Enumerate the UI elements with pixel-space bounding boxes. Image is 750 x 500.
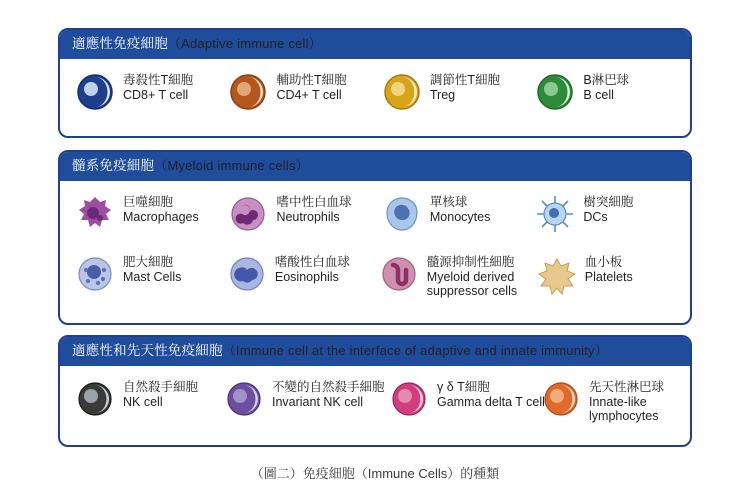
cell-item-gamma-delta-t-cell [388, 378, 545, 424]
cell-label-en: B cell [583, 87, 614, 102]
neutrophil-icon [227, 193, 269, 235]
cell-label-en: Myeloid derived suppressor cells [426, 269, 518, 299]
cell-label-zh: 單核球 [429, 194, 468, 209]
eosinophil-icon [226, 253, 268, 295]
cell-item-b-cell [534, 71, 680, 113]
cell-item-treg [381, 71, 534, 113]
cell-label-zh: 嗜酸性白血球 [274, 254, 350, 269]
section-myeloid-title-zh: 髓系免疫細胞 [72, 158, 155, 173]
cell-label-zh: 血小板 [584, 254, 623, 269]
cell-label-zh: 輔助性T細胞 [276, 72, 347, 87]
invariant-nk-cell-icon [223, 378, 265, 420]
cell-label-en: Innate-like lymphocytes [589, 394, 659, 424]
cell-item-cd4-t-cell [227, 71, 380, 113]
section-adaptive-title-en: （Adaptive immune cell） [167, 36, 322, 51]
cell-item-monocytes [381, 193, 534, 235]
cell-label-zh: 嗜中性白血球 [276, 194, 352, 209]
cell-label [272, 378, 385, 410]
cell-row [74, 253, 680, 299]
section-adaptive-title-zh: 適應性免疫細胞 [72, 36, 168, 51]
cell-label-en: NK cell [123, 394, 163, 409]
innate-lymphocyte-icon [540, 378, 582, 420]
cell-label [276, 193, 351, 225]
cell-label-zh: 樹突細胞 [583, 194, 634, 209]
cell-label-en: CD4+ T cell [276, 87, 342, 102]
cell-label-en: Neutrophils [276, 209, 340, 224]
cell-label [123, 193, 199, 225]
cell-label-en: Monocytes [429, 209, 491, 224]
section-myeloid-body [60, 181, 690, 307]
cell-row [74, 193, 680, 235]
cell-item-innate-like-lymphocytes [540, 378, 680, 424]
monocyte-icon [381, 193, 423, 235]
section-myeloid-immune-cells [58, 150, 692, 325]
cell-label [123, 71, 193, 103]
cell-label-en: Invariant NK cell [271, 394, 363, 409]
cell-item-cd8-t-cell [74, 71, 227, 113]
cell-label [589, 378, 681, 424]
section-myeloid-header [60, 152, 690, 181]
cell-label-en: Gamma delta T cell [437, 394, 545, 409]
section-interface-body [60, 366, 690, 432]
section-interface-header [60, 337, 690, 366]
cell-item-dcs [534, 193, 680, 235]
section-adaptive-body [60, 59, 690, 121]
cell-label [427, 253, 542, 299]
cell-label [430, 71, 500, 103]
cell-label [275, 253, 350, 285]
cell-label-en: Mast Cells [123, 269, 182, 284]
figure-caption: （圖二）免疫細胞（Immune Cells）的種類 [250, 466, 500, 481]
cd4-t-cell-icon [227, 71, 269, 113]
cell-label-zh: 調節性T細胞 [429, 72, 501, 87]
cell-label [430, 193, 490, 225]
cell-label-zh: 毒殺性T細胞 [123, 72, 194, 87]
platelet-icon [536, 253, 578, 295]
cell-row [74, 378, 680, 424]
cell-label-en: Eosinophils [274, 269, 339, 284]
cell-label [585, 253, 633, 285]
cell-label-en: DCs [583, 209, 608, 224]
cell-label [583, 193, 633, 225]
cell-label-zh: γ δ T細胞 [437, 379, 490, 394]
section-myeloid-title-en: （Myeloid immune cells） [154, 158, 309, 173]
cell-item-mast-cells [74, 253, 226, 299]
cell-label-zh: B淋巴球 [583, 72, 630, 87]
cell-label-zh: 髓源抑制性細胞 [426, 254, 515, 269]
macrophage-icon [74, 193, 116, 235]
mast-cell-icon [74, 253, 116, 295]
section-adaptive-header [60, 30, 690, 59]
cell-label-en: Platelets [584, 269, 633, 284]
section-interface-title-zh: 適應性和先天性免疫細胞 [72, 343, 223, 358]
cell-label-zh: 巨噬細胞 [123, 194, 174, 209]
treg-cell-icon [381, 71, 423, 113]
cell-label-en: Macrophages [123, 209, 199, 224]
cell-item-invariant-nk-cell [223, 378, 388, 424]
cell-row [74, 71, 680, 113]
section-interface-immune-cells [58, 335, 692, 447]
cell-label [123, 378, 198, 410]
gamma-delta-t-cell-icon [388, 378, 430, 420]
cell-item-neutrophils [227, 193, 380, 235]
nk-cell-icon [74, 378, 116, 420]
cell-item-macrophages [74, 193, 227, 235]
cell-label-en: Treg [429, 87, 456, 102]
cell-label [583, 71, 629, 103]
section-adaptive-immune-cell [58, 28, 692, 138]
cell-label [276, 71, 346, 103]
cell-item-eosinophils [226, 253, 378, 299]
cell-label-zh: 不變的自然殺手細胞 [271, 379, 385, 394]
mdsc-icon [378, 253, 420, 295]
cell-label [437, 378, 545, 410]
cell-item-platelets [536, 253, 680, 299]
cell-label-zh: 肥大細胞 [123, 254, 174, 269]
cell-label-zh: 先天性淋巴球 [589, 379, 665, 394]
cell-item-mdsc [378, 253, 536, 299]
cell-label-zh: 自然殺手細胞 [123, 379, 199, 394]
cell-label [123, 253, 181, 285]
b-cell-icon [534, 71, 576, 113]
dendritic-cell-icon [534, 193, 576, 235]
cd8-t-cell-icon [74, 71, 116, 113]
cell-item-nk-cell [74, 378, 223, 424]
section-interface-title-en: （Immune cell at the interface of adaptive and innate immunity） [222, 343, 608, 358]
cell-label-en: CD8+ T cell [123, 87, 189, 102]
